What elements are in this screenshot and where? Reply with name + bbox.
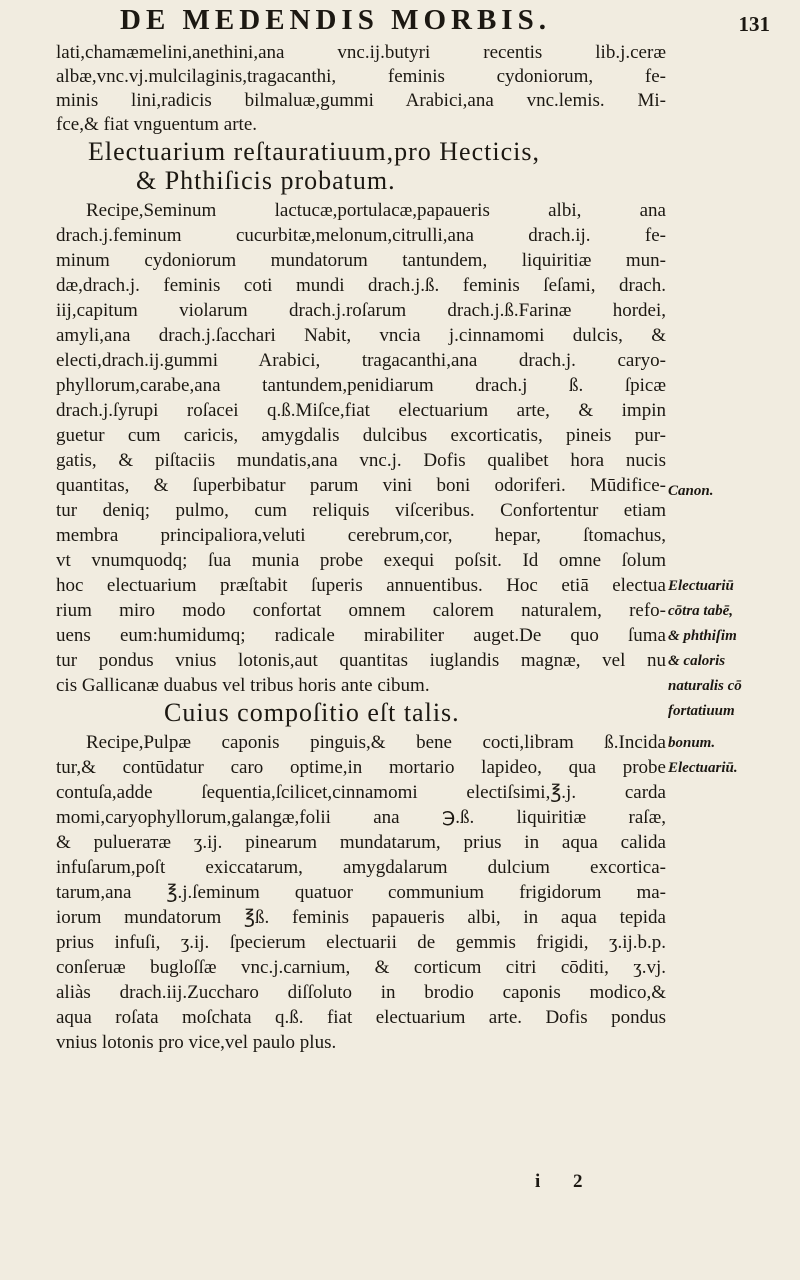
text-line: iorum mundatorum ℥ß. feminis papaueris albi, in aqua tepida — [56, 907, 666, 928]
text-line: dæ,drach.j. feminis coti mundi drach.j.ß. feminis ſeſami, drach. — [56, 275, 666, 296]
text-line: aliàs drach.iij.Zuccharo diſſoluto in brodio caponis modico,& — [56, 982, 666, 1003]
section-heading: Electuarium reſtauratiuum,pro Hecticis, — [88, 137, 540, 166]
margin-note: naturalis cō — [668, 678, 742, 694]
text-line: vnius lotonis pro vice,vel paulo plus. — [56, 1032, 337, 1053]
text-line: fce,& fiat vnguentum arte. — [56, 114, 258, 135]
text-line: conſeruæ bugloſſæ vnc.j.carnium, & corticum citri cōditi, ʒ.vj. — [56, 957, 666, 978]
margin-note: Canon. — [668, 483, 714, 499]
text-line: lati,chamæmelini,anethini,ana vnc.ij.butyri recentis lib.j.ceræ — [56, 42, 666, 63]
running-title: DE MEDENDIS MORBIS. — [120, 4, 551, 36]
text-line: rium miro modo confortat omnem calorem naturalem, refo- — [56, 600, 666, 621]
text-line: minum cydoniorum mundatorum tantundem, liquiritiæ mun- — [56, 250, 666, 271]
text-line: drach.j.feminum cucurbitæ,melonum,citrulli,ana drach.ij. fe- — [56, 225, 666, 246]
section-heading: & Phthiſicis probatum. — [136, 166, 396, 195]
text-line: tur,& contūdatur caro optime,in mortario lapideo, qua probe — [56, 757, 666, 778]
text-line: albæ,vnc.vj.mulcilaginis,tragacanthi, feminis cydoniorum, fe- — [56, 66, 666, 87]
text-line: infuſarum,poſt exiccatarum, amygdalarum dulcium excortica- — [56, 857, 666, 878]
text-line: iij,capitum violarum drach.j.roſarum drach.j.ß.Farinæ hordei, — [56, 300, 666, 321]
margin-note: & phthiſim — [668, 628, 737, 644]
text-line: & puluerатæ ʒ.ij. pinearum mundatarum, prius in aqua calida — [56, 832, 666, 853]
text-line: gatis, & piſtaciis mundatis,ana vnc.j. Dofis qualibet hora nucis — [56, 450, 666, 471]
text-line: momi,caryophyllorum,galangæ,folii ana ℈.ß. liquiritiæ raſæ, — [56, 807, 666, 828]
text-line: vt vnumquodq; ſua munia probe exequi poſsit. Id omne ſolum — [56, 550, 666, 571]
margin-note: & caloris — [668, 653, 726, 669]
text-line: amyli,ana drach.j.ſacchari Nabit, vncia j.cinnamomi dulcis, & — [56, 325, 666, 346]
margin-note: cōtra tabē, — [668, 603, 733, 619]
text-line: Recipe,Seminum lactucæ,portulacæ,papaueris albi, ana — [86, 200, 666, 221]
page-number: 131 — [738, 12, 770, 36]
text-line: guetur cum caricis, amygdalis dulcibus excorticatis, pineis pur- — [56, 425, 666, 446]
signature-mark: i 2 — [535, 1171, 597, 1192]
text-line: minis lini,radicis bilmaluæ,gummi Arabici,ana vnc.lemis. Mi- — [56, 90, 666, 111]
text-line: uens eum:humidumq; radicale mirabiliter auget.De quo ſuma — [56, 625, 666, 646]
text-line: prius infuſi, ʒ.ij. ſpecierum electuarii de gemmis frigidi, ʒ.ij.b.p. — [56, 932, 666, 953]
margin-note: Electuariū — [668, 578, 734, 594]
text-line: tur pondus vnius lotonis,aut quantitas iuglandis magnæ, vel nu — [56, 650, 666, 671]
text-line: membra principaliora,veluti cerebrum,cor, hepar, ſtomachus, — [56, 525, 666, 546]
margin-note: bonum. — [668, 735, 716, 751]
text-line: tarum,ana ℥.j.ſeminum quatuor communium frigidorum ma- — [56, 882, 666, 903]
text-line: contuſa,adde ſequentia,ſcilicet,cinnamomi electiſsimi,℥.j. carda — [56, 782, 666, 803]
section-heading: Cuius compoſitio eſt talis. — [164, 698, 460, 727]
text-line: tur deniq; pulmo, cum reliquis viſceribus. Confortentur etiam — [56, 500, 666, 521]
text-line: aqua roſata moſchata q.ß. fiat electuarium arte. Dofis pondus — [56, 1007, 666, 1028]
text-line: drach.j.ſyrupi roſacei q.ß.Miſce,fiat electuarium arte, & impin — [56, 400, 666, 421]
text-line: quantitas, & ſuperbibatur parum vini boni odoriferi. Mūdifice- — [56, 475, 666, 496]
margin-note: Electuariū. — [668, 760, 738, 776]
text-line: electi,drach.ij.gummi Arabici, tragacanthi,ana drach.j. caryo- — [56, 350, 666, 371]
text-line: hoc electuarium præſtabit ſuperis annuentibus. Hoc etiā electua — [56, 575, 666, 596]
text-line: cis Gallicanæ duabus vel tribus horis ante cibum. — [56, 675, 430, 696]
page-header — [120, 4, 770, 38]
text-line: Recipe,Pulpæ caponis pinguis,& bene cocti,libram ß.Incida — [86, 732, 666, 753]
margin-note: fortatiuum — [668, 703, 735, 719]
text-line: phyllorum,carabe,ana tantundem,penidiarum drach.j ß. ſpicæ — [56, 375, 666, 396]
